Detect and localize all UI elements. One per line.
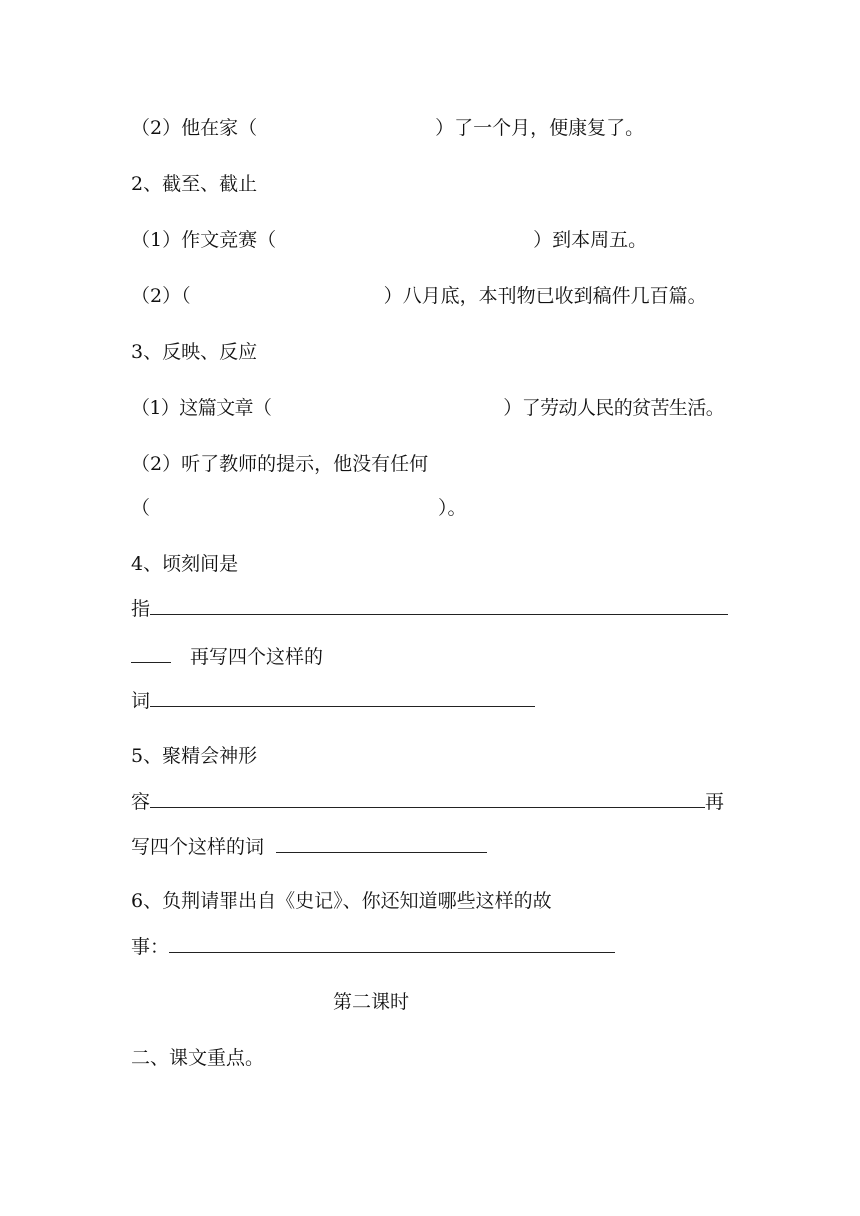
q2-item2-prefix: （2）（ bbox=[131, 285, 191, 307]
q4-line1-prefix: 指 bbox=[131, 598, 151, 620]
q4-line2-text: 再写四个这样的 bbox=[190, 646, 324, 668]
q3-item1-suffix: ）了劳动人民的贫苦生活。 bbox=[503, 397, 725, 419]
q4-line3-blank[interactable] bbox=[150, 688, 535, 707]
q4-line1 bbox=[131, 596, 728, 621]
q3-title: 3、反映、反应 bbox=[131, 341, 258, 363]
q6-line1-blank[interactable] bbox=[169, 934, 615, 953]
q5-line1-suffix: 再 bbox=[705, 791, 725, 813]
q3-item2-open: （ bbox=[131, 497, 151, 519]
q1-item2-prefix: （2）他在家（ bbox=[131, 117, 258, 139]
q3-item1-prefix: （1）这篇文章（ bbox=[131, 397, 272, 419]
q4-line2 bbox=[131, 644, 323, 669]
q5-title: 5、聚精会神形 bbox=[131, 745, 258, 767]
q2-title: 2、截至、截止 bbox=[131, 173, 258, 195]
q6-line1-prefix: 事： bbox=[131, 936, 170, 958]
q2-item2 bbox=[131, 284, 707, 308]
q3-item1 bbox=[131, 396, 724, 420]
q3-item2: （2）听了教师的提示，他没有任何 bbox=[131, 453, 429, 475]
q5-line2-blank[interactable] bbox=[276, 834, 487, 853]
lesson-title: 第二课时 bbox=[333, 991, 410, 1013]
q1-item2-suffix: ）了一个月，便康复了。 bbox=[435, 117, 645, 139]
q6-title: 6、负荆请罪出自《史记》、你还知道哪些这样的故 bbox=[131, 890, 552, 912]
q6-line1 bbox=[131, 934, 615, 959]
q4-title: 4、顷刻间是 bbox=[131, 553, 239, 575]
q2-item2-suffix: ）八月底，本刊物已收到稿件几百篇。 bbox=[383, 285, 707, 307]
q5-line2-prefix: 写四个这样的词 bbox=[131, 836, 265, 858]
q4-line3-prefix: 词 bbox=[131, 690, 151, 712]
section-heading: 二、课文重点。 bbox=[131, 1047, 265, 1069]
q5-line1-blank[interactable] bbox=[150, 789, 705, 808]
q4-line2-blank[interactable] bbox=[131, 644, 171, 663]
q2-item1 bbox=[131, 228, 647, 252]
q3-item2-answer bbox=[131, 496, 467, 520]
q5-line2 bbox=[131, 834, 487, 859]
q2-item1-suffix: ）到本周五。 bbox=[533, 229, 648, 251]
q2-item1-prefix: （1）作文竞赛（ bbox=[131, 229, 277, 251]
q4-line3 bbox=[131, 688, 535, 713]
q3-item2-close: ）。 bbox=[438, 497, 467, 519]
q5-line1 bbox=[131, 789, 724, 814]
q4-line1-blank[interactable] bbox=[150, 596, 728, 615]
q1-item2 bbox=[131, 116, 644, 140]
q5-line1-prefix: 容 bbox=[131, 791, 151, 813]
